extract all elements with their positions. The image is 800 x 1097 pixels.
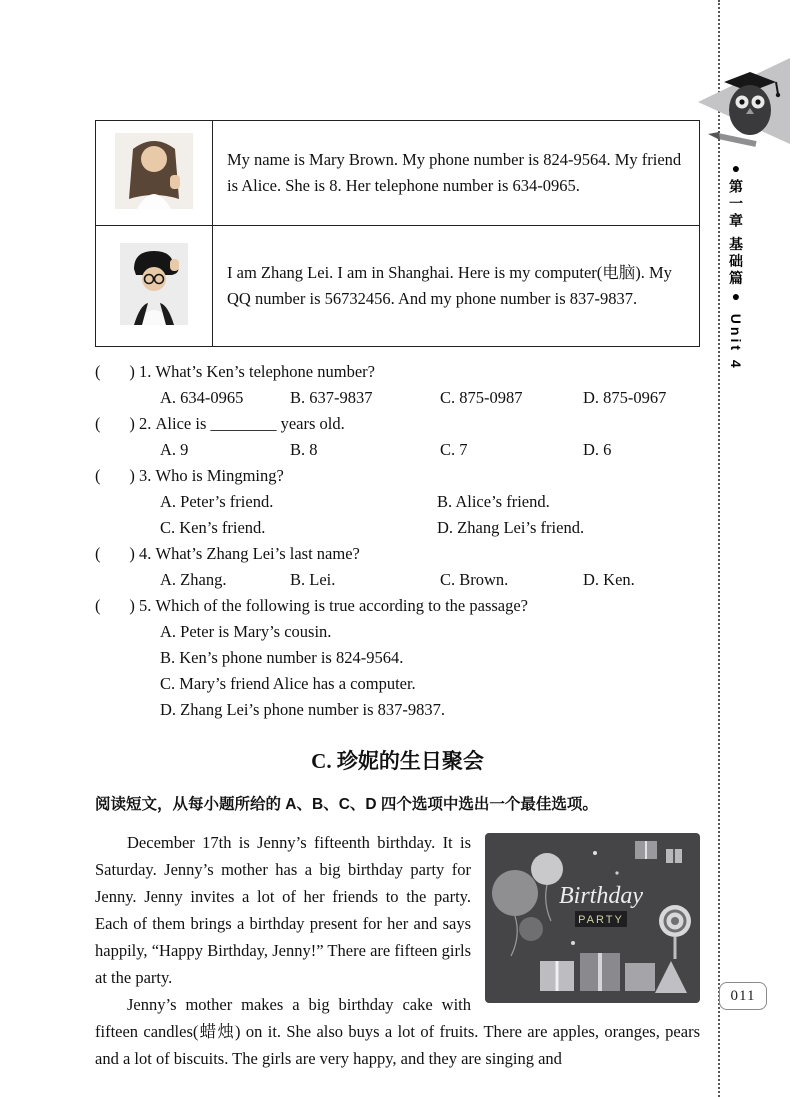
photo-cell	[96, 121, 213, 226]
photo-cell	[96, 226, 213, 347]
chapter-side-label	[726, 160, 746, 420]
passage-paragraph-1: December 17th is Jenny’s fifteenth birthday. It is Saturday. Jenny’s mother has a big birthday party for Jenny. Jenny invites a lot of her friends to the party. Each of them brings a birthday present for her and says happily, “Happy Birthday, Jenny!” There are fifteen girls at the party.	[95, 833, 471, 987]
answer-blank: ( ) 2.	[95, 414, 156, 433]
option: A. Peter is Mary’s cousin.	[160, 622, 332, 641]
page-content	[95, 120, 700, 1072]
option: A. Peter’s friend.	[160, 492, 274, 511]
party-image-subtitle: PARTY	[578, 914, 624, 926]
question-5	[95, 593, 700, 723]
answer-blank: ( ) 5.	[95, 596, 156, 615]
question-3	[95, 463, 700, 541]
option: D. 6	[583, 440, 612, 459]
zhanglei-photo	[120, 243, 188, 330]
question-1	[95, 359, 700, 411]
profiles-table	[95, 120, 700, 347]
question-stem: Alice is ________ years old.	[155, 414, 345, 433]
profile-text-mary: My name is Mary Brown. My phone number is 824-9564. My friend is Alice. She is 8. Her telephone number is 634-0965.	[213, 121, 700, 226]
option: C. Mary’s friend Alice has a computer.	[160, 674, 416, 693]
question-stem: What’s Zhang Lei’s last name?	[155, 544, 360, 563]
option: B. 8	[290, 440, 318, 459]
option: B. Alice’s friend.	[437, 492, 550, 511]
answer-blank: ( ) 1.	[95, 362, 156, 381]
section-instruction: 阅读短文，从每小题所给的 A、B、C、D 四个选项中选出一个最佳选项。	[95, 796, 598, 813]
question-2	[95, 411, 700, 463]
answer-blank: ( ) 3.	[95, 466, 156, 485]
reading-passage	[95, 829, 700, 1072]
option: C. 7	[440, 440, 468, 459]
option: D. 875-0967	[583, 388, 667, 407]
profile-text-zhanglei: I am Zhang Lei. I am in Shanghai. Here is my computer(电脑). My QQ number is 56732456. And my phone number is 837-9837.	[213, 226, 700, 347]
page-number: 011	[719, 982, 767, 1010]
option: D. Ken.	[583, 570, 635, 589]
question-stem: Which of the following is true according to the passage?	[155, 596, 529, 615]
option: C. 875-0987	[440, 388, 523, 407]
birthday-party-image	[485, 833, 700, 1003]
option: C. Ken’s friend.	[160, 518, 266, 537]
question-4	[95, 541, 700, 593]
option: A. Zhang.	[160, 570, 227, 589]
section-heading: C. 珍妮的生日聚会	[311, 749, 484, 773]
table-row	[96, 121, 700, 226]
passage-paragraph-2: Jenny’s mother makes a big birthday cake with fifteen candles(蜡烛) on it. She also buys a lot of fruits. There are apples, oranges, pears and a lot of biscuits. The girls are very happy, and they are singing and	[95, 995, 700, 1068]
option: D. Zhang Lei’s friend.	[437, 518, 585, 537]
option: B. 637-9837	[290, 388, 373, 407]
chapter-side-label-text: ●第一章 基础篇● Unit 4	[728, 160, 744, 371]
option: D. Zhang Lei’s phone number is 837-9837.	[160, 700, 446, 719]
dotted-divider	[718, 0, 720, 1097]
question-stem: What’s Ken’s telephone number?	[155, 362, 375, 381]
owl-logo-icon	[688, 52, 792, 152]
table-row	[96, 226, 700, 347]
option: A. 634-0965	[160, 388, 244, 407]
question-stem: Who is Mingming?	[155, 466, 284, 485]
option: B. Lei.	[290, 570, 336, 589]
option: C. Brown.	[440, 570, 509, 589]
questions-block	[95, 359, 700, 723]
party-image-title: Birthday	[559, 883, 643, 909]
option: A. 9	[160, 440, 189, 459]
mary-photo	[115, 133, 193, 214]
answer-blank: ( ) 4.	[95, 544, 156, 563]
option: B. Ken’s phone number is 824-9564.	[160, 648, 404, 667]
owl-graduate-icon	[688, 52, 792, 152]
